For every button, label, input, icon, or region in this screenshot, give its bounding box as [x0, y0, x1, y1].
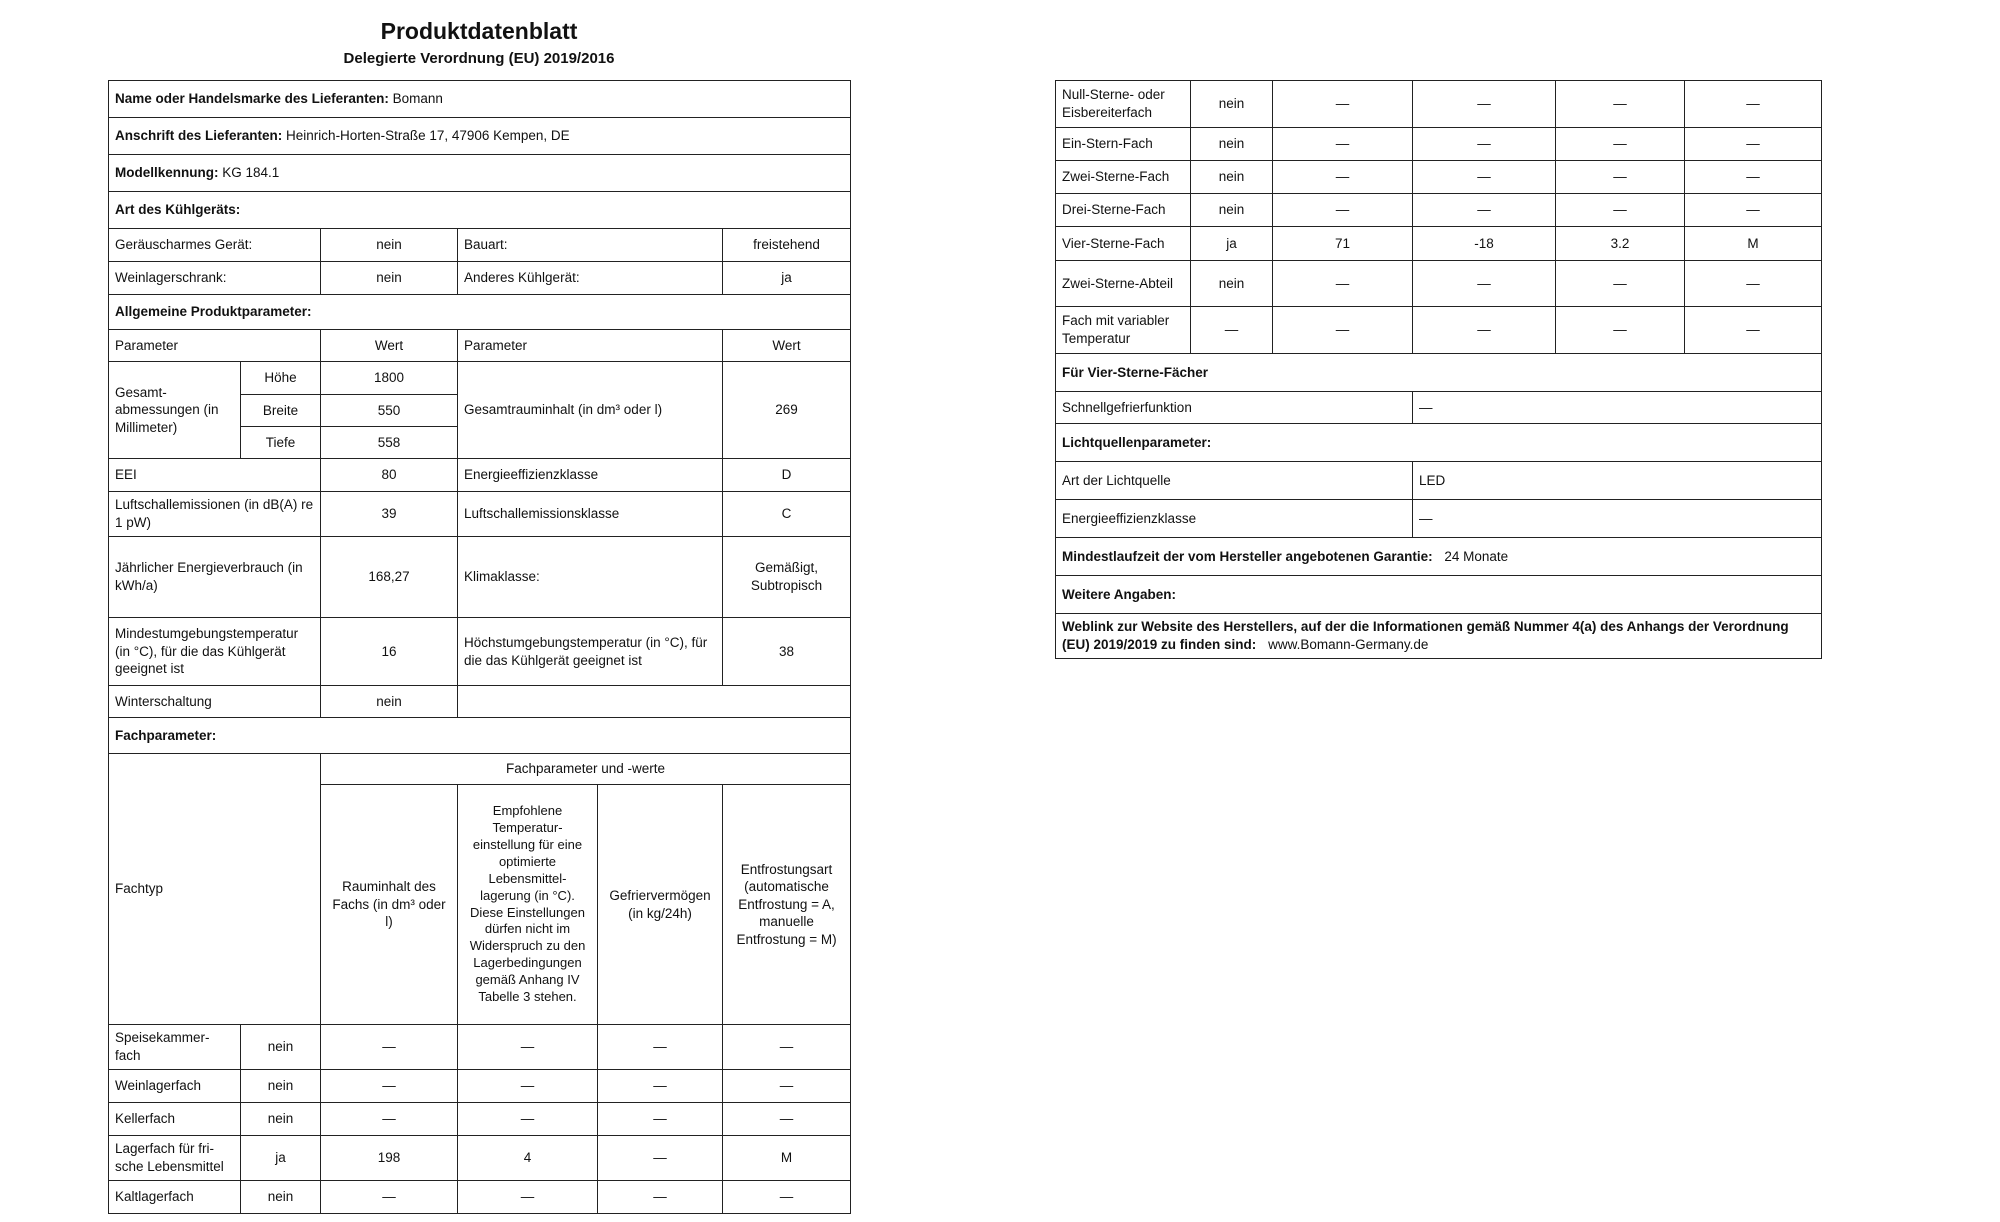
max-temp-value: 38: [723, 618, 851, 686]
table-row: [1056, 227, 1822, 261]
light-type-value: LED: [1413, 462, 1822, 500]
quick-freeze-value: —: [1413, 392, 1822, 424]
wine-cabinet-value: nein: [321, 262, 458, 295]
climate-label: Klimaklasse:: [458, 537, 723, 618]
compartment-defrost: M: [1685, 227, 1822, 261]
depth-label: Tiefe: [241, 427, 321, 459]
supplier-name-row: [109, 81, 851, 118]
col-param-header: Parameter: [109, 330, 321, 362]
compartment-temp: —: [458, 1181, 598, 1214]
compartment-volume: —: [1273, 261, 1413, 307]
compartment-volume: 198: [321, 1136, 458, 1181]
col-freeze-header: Gefriervermögen (in kg/24h): [598, 785, 723, 1025]
compartment-freeze: —: [598, 1103, 723, 1136]
compartment-name: Fach mit variabler Temperatur: [1056, 307, 1191, 354]
compartment-name: Kellerfach: [109, 1103, 241, 1136]
compartment-freeze: —: [1556, 194, 1685, 227]
other-device-value: ja: [723, 262, 851, 295]
build-label: Bauart:: [458, 229, 723, 262]
compartment-defrost: —: [1685, 261, 1822, 307]
col-defrost-header: Entfrostungsart (automatische Entfrostung = A, manuelle Entfrostung = M): [723, 785, 851, 1025]
compartment-temp: —: [458, 1103, 598, 1136]
compartment-present: ja: [241, 1136, 321, 1181]
left-datasheet-table: [108, 80, 851, 1214]
max-temp-label: Höchstumgebungstemperatur (in °C), für die das Kühlgerät geeignet ist: [458, 618, 723, 686]
compartment-temp: —: [1413, 128, 1556, 161]
col-volume-header: Rauminhalt des Fachs (in dm³ oder l): [321, 785, 458, 1025]
table-row: [1056, 128, 1822, 161]
compartment-present: nein: [1191, 128, 1273, 161]
compartment-volume: —: [1273, 307, 1413, 354]
compartment-present: nein: [241, 1070, 321, 1103]
compartment-volume: —: [321, 1181, 458, 1214]
supplier-name-label: Name oder Handelsmarke des Lieferanten:: [115, 91, 389, 107]
warranty-row: [1056, 538, 1822, 576]
further-heading: Weitere Angaben:: [1056, 576, 1822, 614]
width-label: Breite: [241, 395, 321, 427]
compartment-volume: —: [321, 1025, 458, 1070]
light-class-value: —: [1413, 500, 1822, 538]
supplier-address-label: Anschrift des Lieferanten:: [115, 128, 283, 144]
low-noise-value: nein: [321, 229, 458, 262]
compartment-name: Zwei-Sterne-Abteil: [1056, 261, 1191, 307]
compartment-name: Speisekammer-fach: [109, 1025, 241, 1070]
compartment-defrost: —: [723, 1103, 851, 1136]
model-row: [109, 155, 851, 192]
compartment-temp: —: [1413, 307, 1556, 354]
weblink-value[interactable]: www.Bomann-Germany.de: [1268, 637, 1429, 652]
compartment-temp: —: [1413, 81, 1556, 128]
volume-label: Gesamtrauminhalt (in dm³ oder l): [458, 362, 723, 459]
noise-class-label: Luftschallemissionsklasse: [458, 492, 723, 537]
depth-value: 558: [321, 427, 458, 459]
compartment-temp: —: [1413, 261, 1556, 307]
compartment-freeze: —: [598, 1070, 723, 1103]
right-datasheet-table: [1055, 80, 1822, 659]
annual-energy-value: 168,27: [321, 537, 458, 618]
compartment-name: Drei-Sterne-Fach: [1056, 194, 1191, 227]
table-row: [109, 1181, 851, 1214]
compartment-defrost: —: [723, 1025, 851, 1070]
quick-freeze-label: Schnellgefrierfunktion: [1056, 392, 1413, 424]
compartment-name: Zwei-Sterne-Fach: [1056, 161, 1191, 194]
compartment-freeze: 3.2: [1556, 227, 1685, 261]
compartment-temp: 4: [458, 1136, 598, 1181]
compartment-present: nein: [1191, 194, 1273, 227]
col-value2-header: Wert: [723, 330, 851, 362]
min-temp-label: Mindestumgebungstemperatur (in °C), für die das Kühlgerät geeignet ist: [109, 618, 321, 686]
min-temp-value: 16: [321, 618, 458, 686]
light-type-label: Art der Lichtquelle: [1056, 462, 1413, 500]
energy-class-value: D: [723, 459, 851, 492]
compartment-name: Vier-Sterne-Fach: [1056, 227, 1191, 261]
four-star-heading: Für Vier-Sterne-Fächer: [1056, 354, 1822, 392]
compartment-volume: —: [321, 1103, 458, 1136]
compartment-volume: —: [321, 1070, 458, 1103]
table-row: [109, 1103, 851, 1136]
table-row: [109, 1136, 851, 1181]
col-temp-header: Empfohlene Temperatur-einstellung für eine optimierte Lebensmittel-lagerung (in °C). Diese Einstellungen dürfen nicht im Widerspruch zu den Lagerbedingungen gemäß Anhang IV Tabelle 3 stehen.: [458, 785, 598, 1025]
model-value: KG 184.1: [222, 165, 280, 181]
page-title: Produktdatenblatt: [380, 18, 578, 44]
annual-energy-label: Jährlicher Energieverbrauch (in kWh/a): [109, 537, 321, 618]
compartment-name: Null-Sterne- oder Eisbereiterfach: [1056, 81, 1191, 128]
compartment-freeze: —: [1556, 128, 1685, 161]
supplier-address-value: Heinrich-Horten-Straße 17, 47906 Kempen, DE: [286, 128, 570, 144]
wine-cabinet-label: Weinlagerschrank:: [109, 262, 321, 295]
compartment-temp: —: [458, 1025, 598, 1070]
compartment-name: Lagerfach für fri-sche Lebensmittel: [109, 1136, 241, 1181]
compartment-values-heading: Fachparameter und -werte: [321, 754, 851, 785]
compartment-defrost: —: [1685, 194, 1822, 227]
weblink-row: [1056, 614, 1822, 659]
volume-value: 269: [723, 362, 851, 459]
build-value: freistehend: [723, 229, 851, 262]
compartment-temp: —: [458, 1070, 598, 1103]
dimensions-label: Gesamt-abmessungen (in Millimeter): [109, 362, 241, 459]
height-value: 1800: [321, 362, 458, 395]
compartment-name: Kaltlagerfach: [109, 1181, 241, 1214]
compartment-freeze: —: [1556, 81, 1685, 128]
compartment-present: nein: [1191, 81, 1273, 128]
low-noise-label: Geräuscharmes Gerät:: [109, 229, 321, 262]
page-subtitle: Delegierte Verordnung (EU) 2019/2016: [343, 50, 615, 67]
compartment-present: nein: [241, 1103, 321, 1136]
compartment-defrost: —: [723, 1181, 851, 1214]
warranty-label: Mindestlaufzeit der vom Hersteller angebotenen Garantie:: [1062, 548, 1433, 564]
compartment-present: nein: [241, 1181, 321, 1214]
compartment-volume: —: [1273, 81, 1413, 128]
compartment-volume: —: [1273, 161, 1413, 194]
light-class-label: Energieeffizienzklasse: [1056, 500, 1413, 538]
compartment-present: nein: [1191, 161, 1273, 194]
compartment-defrost: —: [1685, 81, 1822, 128]
winter-label: Winterschaltung: [109, 686, 321, 718]
compartment-freeze: —: [598, 1025, 723, 1070]
col-param2-header: Parameter: [458, 330, 723, 362]
compartment-defrost: —: [1685, 307, 1822, 354]
general-heading: Allgemeine Produktparameter:: [109, 295, 851, 330]
noise-label: Luftschallemissionen (in dB(A) re 1 pW): [109, 492, 321, 537]
compartment-name: Weinlagerfach: [109, 1070, 241, 1103]
compartment-present: —: [1191, 307, 1273, 354]
compartment-defrost: —: [1685, 128, 1822, 161]
table-row: [109, 1025, 851, 1070]
compartment-present: ja: [1191, 227, 1273, 261]
compartment-present: nein: [1191, 261, 1273, 307]
device-type-heading: Art des Kühlgeräts:: [109, 192, 851, 229]
compartment-present: nein: [241, 1025, 321, 1070]
height-label: Höhe: [241, 362, 321, 395]
table-row: [1056, 161, 1822, 194]
table-row: [1056, 261, 1822, 307]
col-value-header: Wert: [321, 330, 458, 362]
compartment-temp: —: [1413, 194, 1556, 227]
compartment-defrost: —: [1685, 161, 1822, 194]
compartment-freeze: —: [1556, 261, 1685, 307]
compartments-heading: Fachparameter:: [109, 718, 851, 754]
compartment-volume: —: [1273, 128, 1413, 161]
table-row: [109, 1070, 851, 1103]
model-label: Modellkennung:: [115, 165, 219, 181]
supplier-address-row: [109, 118, 851, 155]
compartment-defrost: —: [723, 1070, 851, 1103]
empty-cell: [458, 686, 851, 718]
climate-value: Gemäßigt, Subtropisch: [723, 537, 851, 618]
light-heading: Lichtquellenparameter:: [1056, 424, 1822, 462]
compartment-name: Ein-Stern-Fach: [1056, 128, 1191, 161]
compartment-defrost: M: [723, 1136, 851, 1181]
compartment-freeze: —: [598, 1136, 723, 1181]
compartment-freeze: —: [598, 1181, 723, 1214]
compartment-volume: 71: [1273, 227, 1413, 261]
weblink-label: Weblink zur Website des Herstellers, auf der die Informationen gemäß Nummer 4(a) des Anhangs der Verordnung (EU) 2019/2019 zu finden sind:: [1062, 619, 1789, 652]
table-row: [1056, 194, 1822, 227]
compartment-temp: —: [1413, 161, 1556, 194]
width-value: 550: [321, 395, 458, 427]
warranty-value: 24 Monate: [1444, 548, 1509, 564]
table-row: [1056, 81, 1822, 128]
winter-value: nein: [321, 686, 458, 718]
table-row: [1056, 307, 1822, 354]
noise-class-value: C: [723, 492, 851, 537]
other-device-label: Anderes Kühlgerät:: [458, 262, 723, 295]
energy-class-label: Energieeffizienzklasse: [458, 459, 723, 492]
eei-value: 80: [321, 459, 458, 492]
compartment-freeze: —: [1556, 307, 1685, 354]
noise-value: 39: [321, 492, 458, 537]
eei-label: EEI: [109, 459, 321, 492]
compartment-type-label: Fachtyp: [109, 754, 321, 1025]
supplier-name-value: Bomann: [392, 91, 443, 107]
compartment-volume: —: [1273, 194, 1413, 227]
compartment-freeze: —: [1556, 161, 1685, 194]
compartment-temp: -18: [1413, 227, 1556, 261]
